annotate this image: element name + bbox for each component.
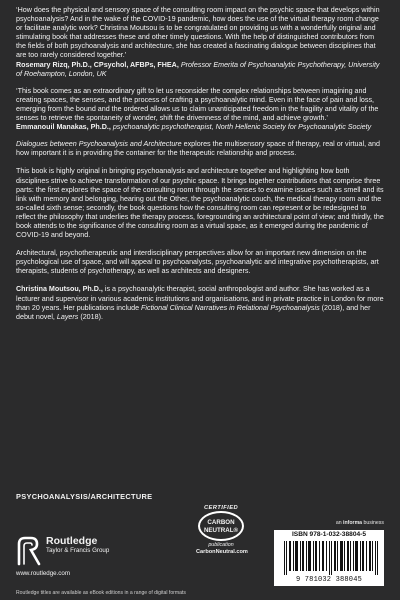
isbn-barcode (274, 530, 384, 586)
review-quote: ‘This book comes as an extraordinary gift to let us reconsider the complex relationships between imagining and creating spaces, the senses, and the process of crafting a psychoanalytic mind. Even in the face of pain and loss, emerging from the bound and the ordered allows us to claim unanticipated freedom in the fragility and vitality of the senses to retrieve the spontaneity of wonder, shift the drivenness of the mind, and achieve growth.’ (16, 86, 379, 123)
review-attribution (16, 61, 384, 79)
barcode-icon (284, 541, 379, 575)
reviewer-name: Rosemary Rizq, Ph.D., CPsychol, AFBPs, FHEA, (16, 60, 179, 69)
badge-certified: CERTIFIED (203, 505, 239, 511)
description-intro (16, 140, 384, 158)
reviewer-affiliation: Professor Emerita of Psychoanalytic Psychotherapy, University of Roehampton, London, UK (16, 60, 380, 78)
intro-text: explores the multisensory space of therapy, real or virtual, and how important it is in providing the container for the therapeutic relationship and process. (16, 140, 380, 158)
subject-category: PSYCHOANALYSIS/ARCHITECTURE (16, 492, 153, 501)
reviewer-affiliation: psychoanalytic psychotherapist, North Hellenic Society for Psychoanalytic Society (112, 123, 372, 132)
description-paragraph-3: Architectural, psychotherapeutic and interdisciplinary perspectives allow for an important new dimension on the psychological use of space, and will appeal to psychoanalysts, psychoanalytic and integrative psychotherapists, art therapists, students of psychotherapy, as well as architects and designers. (16, 249, 379, 276)
badge-publication: publication (208, 542, 234, 548)
informa-brand: informa (343, 520, 363, 526)
badge-carbon-neutral: CARBON NEUTRAL® (198, 511, 244, 541)
publisher-url: www.routledge.com (16, 570, 70, 577)
carbon-neutral-badge (196, 505, 246, 573)
author-name: Christina Moutsou, Ph.D., (16, 285, 103, 294)
review-block-1 (16, 6, 384, 79)
publisher-name: Routledge (46, 535, 98, 547)
author-work-2: Layers (56, 312, 79, 321)
badge-url: CarbonNeutral.com (196, 549, 248, 555)
book-title: Dialogues between Psychoanalysis and Architecture (16, 140, 182, 149)
reviewer-name: Emmanouil Manakas, Ph.D., (16, 123, 111, 132)
review-quote: ‘How does the physical and sensory space of the consulting room impact on the psychic space that develops within psychoanalysis? And in the wake of the COVID-19 pandemic, how does the use of the virtual therapy room change or facilitate analytic work? Christina Moutsou is to be congratulated on providing us with a wonderfully original and stimulating book that addresses these and other timely questions. With the help of distinguished contributors from the fields of both psychoanalysis and architecture, she has created a fascinating dialogue between disciplines that are too rarely considered together.’ (16, 6, 380, 60)
isbn-label: ISBN 978-1-032-38804-5 (291, 531, 367, 538)
publisher-group: Taylor & Francis Group (46, 547, 110, 554)
footer-note: Routledge titles are available as eBook editions in a range of digital formats (16, 590, 186, 596)
barcode-digits: 9 781032 388045 (295, 576, 362, 584)
review-attribution (16, 123, 384, 132)
informa-tagline: an informa business (335, 520, 384, 526)
routledge-logo-icon (16, 536, 42, 566)
author-bio: Christina Moutsou, Ph.D., is a psychoanalytic therapist, social anthropologist and author. She has worked as a lecturer and supervisor in various academic institutions and organisations, and in private practice in London for more than 20 years. Her publications include Fictional Clinical Narratives in Relational Psychoanalysis (2018), and her debut novel, Layers (2018). (16, 285, 384, 321)
review-block-2 (16, 87, 384, 132)
author-work-1: Fictional Clinical Narratives in Relational Psychoanalysis (141, 303, 320, 312)
publisher-logo (16, 535, 166, 575)
description-paragraph-2: This book is highly original in bringing psychoanalysis and architecture together and highlighting how both disciplines strive to achieve transformation of our psychic space. It brings together contributions that comprise three parts: the first explores the space of the consulting room through the senses to examine issues such as smell and its link with memory and belonging, hearing out the Other, the psychoanalytic couch, the medical therapy room and the so-called sixth sense; secondly, the book questions how the consulting room can represent or be redesigned to reflect the philosophy that underlies the therapy process, foregrounding an architectural point of view; and thirdly, the book attends to the significance of the consulting room as a virtual space, as it emerged during the pandemic of COVID-19 and beyond. (16, 167, 384, 240)
